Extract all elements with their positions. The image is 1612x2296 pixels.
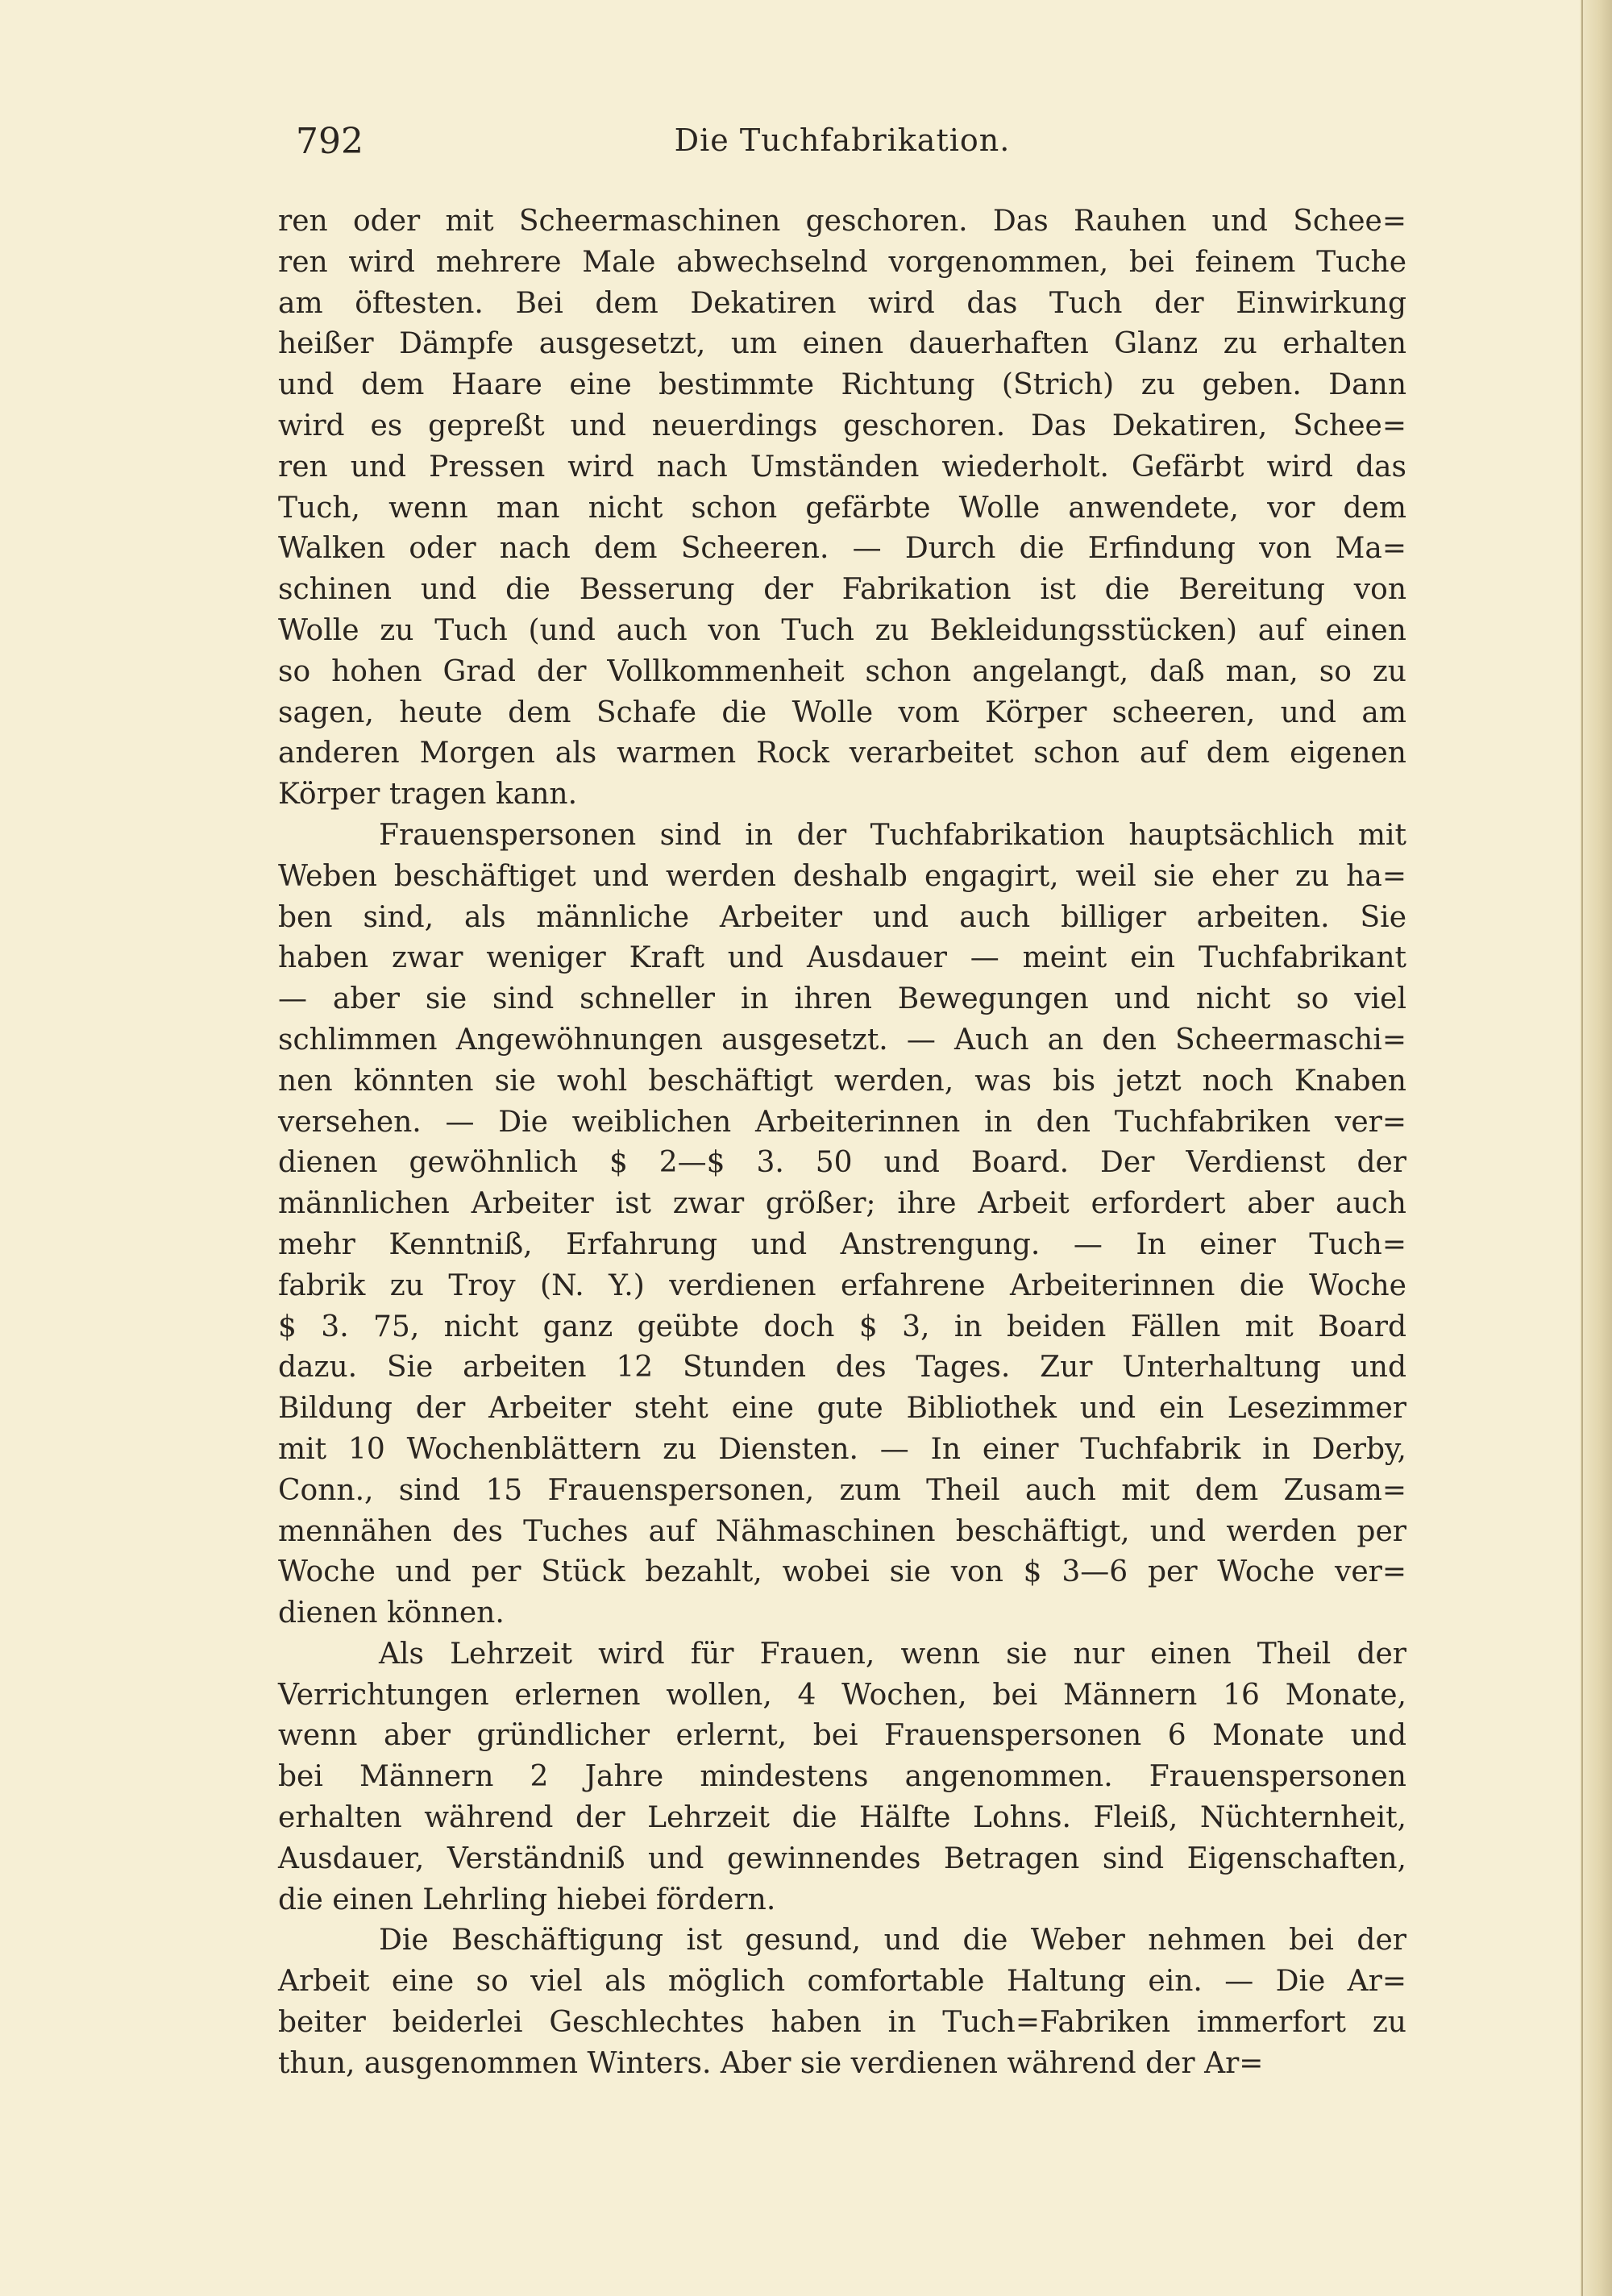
page-edge-line xyxy=(1581,0,1583,2296)
text-line: mennähen des Tuches auf Nähmaschinen beschäftigt, und werden per xyxy=(278,1514,1406,1548)
text-line: wird es gepreßt und neuerdings geschoren. Das Dekatiren, Schee= xyxy=(278,409,1406,442)
text-line: dienen gewöhnlich $ 2—$ 3. 50 und Board. Der Verdienst der xyxy=(278,1146,1406,1180)
text-line: fabrik zu Troy (N. Y.) verdienen erfahrene Arbeiterinnen die Woche xyxy=(278,1268,1406,1302)
text-line: versehen. — Die weiblichen Arbeiterinnen in den Tuchfabriken ver= xyxy=(278,1105,1406,1139)
text-line: Weben beschäftiget und werden deshalb engagirt, weil sie eher zu ha= xyxy=(278,859,1406,893)
text-line: — aber sie sind schneller in ihren Bewegungen und nicht so viel xyxy=(278,982,1406,1016)
text-line: dazu. Sie arbeiten 12 Stunden des Tages. Zur Unterhaltung und xyxy=(278,1351,1406,1385)
page-body xyxy=(278,201,1406,2085)
text-line: Conn., sind 15 Frauenspersonen, zum Theil auch mit dem Zusam= xyxy=(278,1473,1406,1507)
text-line: haben zwar weniger Kraft und Ausdauer — meint ein Tuchfabrikant xyxy=(278,941,1406,975)
text-line: ren oder mit Scheermaschinen geschoren. Das Rauhen und Schee= xyxy=(278,205,1406,238)
text-line: Walken oder nach dem Scheeren. — Durch die Erfindung von Ma= xyxy=(278,532,1406,566)
text-line: Ausdauer, Verständniß und gewinnendes Betragen sind Eigenschaften, xyxy=(278,1841,1406,1875)
running-title: Die Tuchfabrikation. xyxy=(674,122,1011,158)
text-line: so hohen Grad der Vollkommenheit schon angelangt, daß man, so zu xyxy=(278,654,1406,688)
text-line: und dem Haare eine bestimmte Richtung (Strich) zu geben. Dann xyxy=(278,368,1406,402)
text-line: schlimmen Angewöhnungen ausgesetzt. — Auch an den Scheermaschi= xyxy=(278,1023,1406,1057)
text-line: Als Lehrzeit wird für Frauen, wenn sie nur einen Theil der xyxy=(379,1637,1406,1671)
text-line: ren wird mehrere Male abwechselnd vorgenommen, bei feinem Tuche xyxy=(278,245,1406,279)
text-line: erhalten während der Lehrzeit die Hälfte Lohns. Fleiß, Nüchternheit, xyxy=(278,1801,1406,1835)
text-line: ren und Pressen wird nach Umständen wiederholt. Gefärbt wird das xyxy=(278,450,1406,484)
text-line: schinen und die Besserung der Fabrikation ist die Bereitung von xyxy=(278,573,1406,607)
text-line: beiter beiderlei Geschlechtes haben in Tuch=Fabriken immerfort zu xyxy=(278,2006,1406,2040)
text-line: $ 3. 75, nicht ganz geübte doch $ 3, in beiden Fällen mit Board xyxy=(278,1310,1406,1343)
text-line: die einen Lehrling hiebei fördern. xyxy=(278,1883,776,1916)
text-line: mit 10 Wochenblättern zu Diensten. — In einer Tuchfabrik in Derby, xyxy=(278,1432,1406,1466)
text-line: anderen Morgen als warmen Rock verarbeitet schon auf dem eigenen xyxy=(278,737,1406,770)
text-line: Frauenspersonen sind in der Tuchfabrikation hauptsächlich mit xyxy=(379,818,1406,852)
text-line: Körper tragen kann. xyxy=(278,778,578,812)
text-line: mehr Kenntniß, Erfahrung und Anstrengung. — In einer Tuch= xyxy=(278,1227,1406,1261)
text-line: dienen können. xyxy=(278,1596,505,1630)
page-number: 792 xyxy=(296,121,364,162)
text-line: Tuch, wenn man nicht schon gefärbte Wolle anwendete, vor dem xyxy=(278,491,1406,525)
text-line: Arbeit eine so viel als möglich comfortable Haltung ein. — Die Ar= xyxy=(278,1965,1406,1999)
text-line: wenn aber gründlicher erlernt, bei Frauenspersonen 6 Monate und xyxy=(278,1719,1406,1753)
text-line: Bildung der Arbeiter steht eine gute Bibliothek und ein Lesezimmer xyxy=(278,1392,1406,1426)
text-line: thun, ausgenommen Winters. Aber sie verdienen während der Ar= xyxy=(278,2046,1264,2080)
text-line: bei Männern 2 Jahre mindestens angenommen. Frauenspersonen xyxy=(278,1760,1406,1794)
page-header xyxy=(278,121,1406,169)
text-line: heißer Dämpfe ausgesetzt, um einen dauerhaften Glanz zu erhalten xyxy=(278,327,1406,361)
text-line: männlichen Arbeiter ist zwar größer; ihre Arbeit erfordert aber auch xyxy=(278,1187,1406,1221)
text-line: Woche und per Stück bezahlt, wobei sie von $ 3—6 per Woche ver= xyxy=(278,1555,1406,1589)
text-line: nen könnten sie wohl beschäftigt werden, was bis jetzt noch Knaben xyxy=(278,1064,1406,1098)
text-line: ben sind, als männliche Arbeiter und auch billiger arbeiten. Sie xyxy=(278,900,1406,934)
text-line: Die Beschäftigung ist gesund, und die Weber nehmen bei der xyxy=(379,1924,1406,1958)
text-line: am öftesten. Bei dem Dekatiren wird das Tuch der Einwirkung xyxy=(278,286,1406,320)
page-edge xyxy=(1580,0,1612,2296)
text-line: Wolle zu Tuch (und auch von Tuch zu Bekleidungsstücken) auf einen xyxy=(278,613,1406,647)
text-line: sagen, heute dem Schafe die Wolle vom Körper scheeren, und am xyxy=(278,695,1406,729)
text-line: Verrichtungen erlernen wollen, 4 Wochen, bei Männern 16 Monate, xyxy=(278,1678,1406,1712)
